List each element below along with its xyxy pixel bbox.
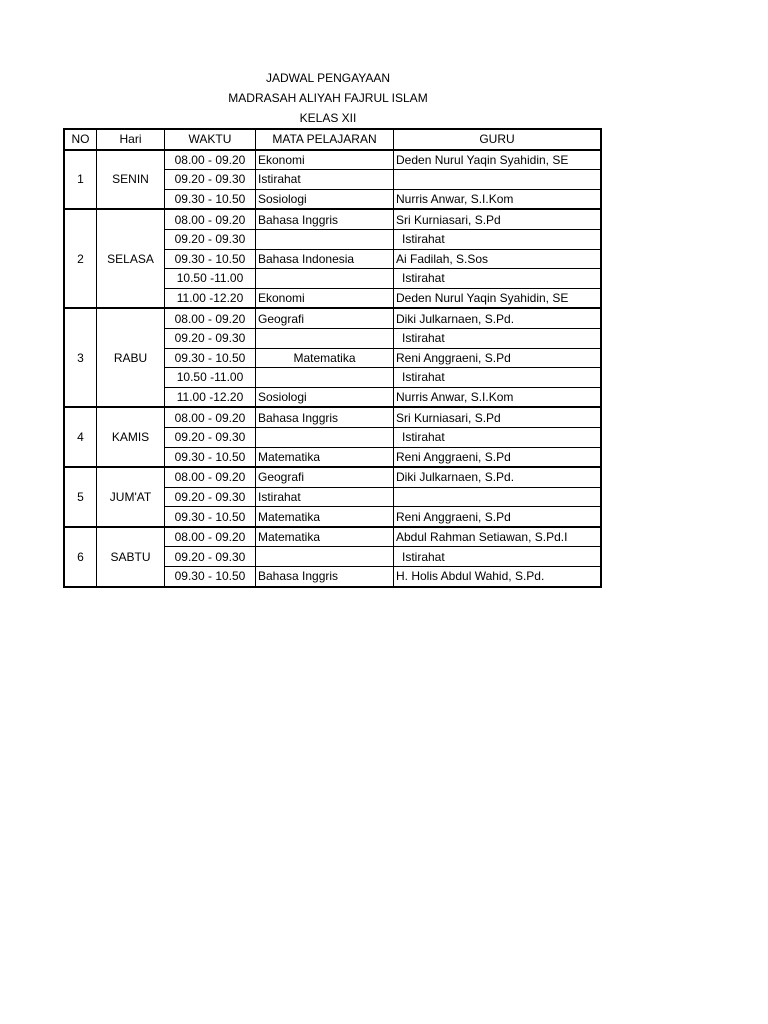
subject-cell: Geografi — [256, 308, 394, 328]
time-cell: 09.20 - 09.30 — [165, 170, 256, 190]
teacher-cell — [394, 170, 602, 190]
subject-cell: Matematika — [256, 348, 394, 368]
break-cell: Istirahat — [394, 547, 602, 567]
break-cell: Istirahat — [394, 328, 602, 348]
table-row — [64, 467, 601, 487]
break-cell: Istirahat — [394, 368, 602, 388]
school-name: MADRASAH ALIYAH FAJRUL ISLAM — [228, 91, 428, 105]
time-cell: 10.50 -11.00 — [165, 368, 256, 388]
break-cell: Istirahat — [394, 427, 602, 447]
time-cell: 09.20 - 09.30 — [165, 328, 256, 348]
day-number-cell: 4 — [64, 407, 97, 467]
teacher-cell — [394, 487, 602, 507]
day-number-cell: 6 — [64, 527, 97, 587]
subject-cell: Ekonomi — [256, 150, 394, 170]
time-cell: 08.00 - 09.20 — [165, 150, 256, 170]
teacher-cell: Diki Julkarnaen, S.Pd. — [394, 308, 602, 328]
time-cell: 08.00 - 09.20 — [165, 467, 256, 487]
subject-cell: Bahasa Inggris — [256, 567, 394, 587]
subject-cell: Istirahat — [256, 170, 394, 190]
teacher-cell: Nurris Anwar, S.I.Kom — [394, 189, 602, 209]
subject-cell: Bahasa Inggris — [256, 209, 394, 229]
time-cell: 09.30 - 10.50 — [165, 249, 256, 269]
subject-cell — [256, 427, 394, 447]
subject-cell: Bahasa Indonesia — [256, 249, 394, 269]
table-row — [64, 407, 601, 427]
time-cell: 09.20 - 09.30 — [165, 487, 256, 507]
time-cell: 09.30 - 10.50 — [165, 189, 256, 209]
time-cell: 09.20 - 09.30 — [165, 229, 256, 249]
break-cell: Istirahat — [394, 269, 602, 289]
table-row — [64, 308, 601, 328]
schedule-body — [64, 150, 601, 587]
teacher-cell: Reni Anggraeni, S.Pd — [394, 348, 602, 368]
day-number-cell: 2 — [64, 209, 97, 308]
column-header-hari: Hari — [97, 129, 165, 150]
table-row — [64, 527, 601, 547]
day-number-cell: 3 — [64, 308, 97, 407]
subject-cell: Matematika — [256, 507, 394, 527]
table-header-row — [64, 129, 601, 150]
column-header-waktu: WAKTU — [165, 129, 256, 150]
subject-cell — [256, 368, 394, 388]
teacher-cell: Deden Nurul Yaqin Syahidin, SE — [394, 150, 602, 170]
table-row — [64, 150, 601, 170]
teacher-cell: Reni Anggraeni, S.Pd — [394, 447, 602, 467]
column-header-no: NO — [64, 129, 97, 150]
subject-cell: Istirahat — [256, 487, 394, 507]
time-cell: 09.30 - 10.50 — [165, 348, 256, 368]
time-cell: 10.50 -11.00 — [165, 269, 256, 289]
subject-cell — [256, 269, 394, 289]
column-header-guru: GURU — [394, 129, 602, 150]
time-cell: 09.20 - 09.30 — [165, 427, 256, 447]
time-cell: 11.00 -12.20 — [165, 288, 256, 308]
day-name-cell: KAMIS — [97, 407, 165, 467]
column-header-mata-pelajaran: MATA PELAJARAN — [256, 129, 394, 150]
day-number-cell: 1 — [64, 150, 97, 210]
teacher-cell: Ai Fadilah, S.Sos — [394, 249, 602, 269]
document-title: JADWAL PENGAYAAN — [265, 71, 391, 85]
teacher-cell: H. Holis Abdul Wahid, S.Pd. — [394, 567, 602, 587]
time-cell: 09.30 - 10.50 — [165, 507, 256, 527]
subject-cell: Geografi — [256, 467, 394, 487]
teacher-cell: Deden Nurul Yaqin Syahidin, SE — [394, 288, 602, 308]
teacher-cell: Reni Anggraeni, S.Pd — [394, 507, 602, 527]
day-name-cell: SABTU — [97, 527, 165, 587]
subject-cell: Bahasa Inggris — [256, 407, 394, 427]
document-header — [63, 68, 593, 128]
time-cell: 09.20 - 09.30 — [165, 547, 256, 567]
time-cell: 08.00 - 09.20 — [165, 209, 256, 229]
subject-cell: Sosiologi — [256, 189, 394, 209]
teacher-cell: Sri Kurniasari, S.Pd — [394, 209, 602, 229]
subject-cell: Matematika — [256, 447, 394, 467]
time-cell: 09.30 - 10.50 — [165, 447, 256, 467]
time-cell: 11.00 -12.20 — [165, 387, 256, 407]
time-cell: 08.00 - 09.20 — [165, 527, 256, 547]
time-cell: 08.00 - 09.20 — [165, 308, 256, 328]
subject-cell — [256, 328, 394, 348]
day-name-cell: SENIN — [97, 150, 165, 210]
time-cell: 08.00 - 09.20 — [165, 407, 256, 427]
subject-cell: Ekonomi — [256, 288, 394, 308]
subject-cell — [256, 229, 394, 249]
teacher-cell: Nurris Anwar, S.I.Kom — [394, 387, 602, 407]
subject-cell: Matematika — [256, 527, 394, 547]
day-name-cell: RABU — [97, 308, 165, 407]
class-label: KELAS XII — [299, 111, 357, 125]
time-cell: 09.30 - 10.50 — [165, 567, 256, 587]
day-name-cell: SELASA — [97, 209, 165, 308]
subject-cell: Sosiologi — [256, 387, 394, 407]
teacher-cell: Diki Julkarnaen, S.Pd. — [394, 467, 602, 487]
subject-cell — [256, 547, 394, 567]
schedule-table — [63, 128, 602, 588]
day-number-cell: 5 — [64, 467, 97, 527]
table-row — [64, 209, 601, 229]
break-cell: Istirahat — [394, 229, 602, 249]
teacher-cell: Sri Kurniasari, S.Pd — [394, 407, 602, 427]
day-name-cell: JUM'AT — [97, 467, 165, 527]
teacher-cell: Abdul Rahman Setiawan, S.Pd.I — [394, 527, 602, 547]
